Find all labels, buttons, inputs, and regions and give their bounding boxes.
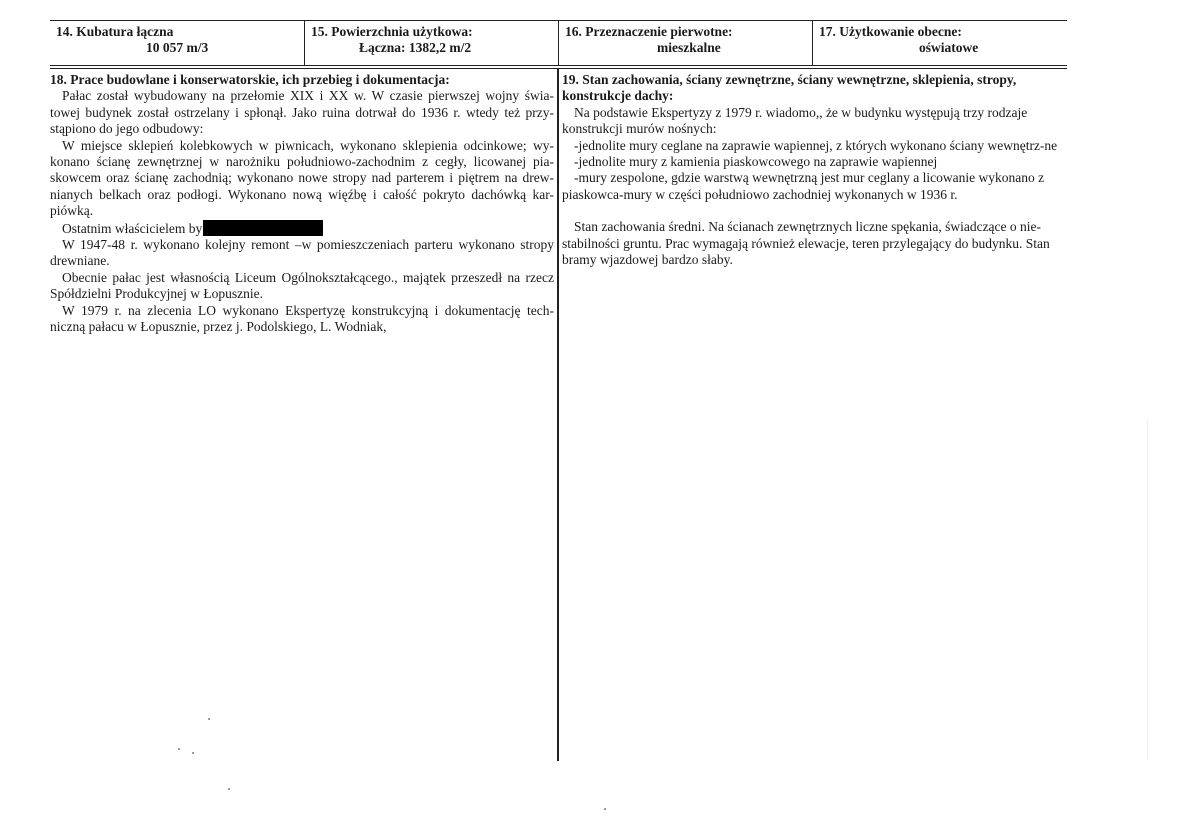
przeznaczenie-value: mieszkalne: [657, 40, 721, 55]
scan-speck: [208, 718, 210, 720]
redaction-block: [203, 220, 323, 236]
section-18-p2: W miejsce sklepień kolebkowych w piwnicach, wykonano sklepienia odcinkowe; wy-konano ścianę zewnętrznej w narożniku południowo-zachodnim z cegły, licowanej pia-skowcem oraz ścianę zachodnią; wykonano nowe stropy nad parterem i piętrem na drew-nianych belkach oraz podłogi. Wykonano nową więźbę i całość pokryto dachówką kar-piówką.: [50, 137, 554, 219]
scan-edge-shadow: [1147, 420, 1148, 760]
section-19: [562, 72, 1062, 268]
scan-speck: [192, 752, 194, 754]
powierzchnia-label: 15. Powierzchnia użytkowa:: [311, 24, 473, 39]
section-19-p5: Stan zachowania średni. Na ścianach zewnętrznych liczne spękania, świadczące o nie-stabilności gruntu. Prac wymagają również elewacje, teren przylegający do budynku. Stan bramy wjazdowej bardzo słaby.: [562, 219, 1050, 268]
cell-przeznaczenie: [558, 21, 812, 65]
cell-kubatura: [50, 21, 304, 65]
details-section: [50, 68, 1067, 761]
summary-row: [50, 20, 1067, 66]
cell-powierzchnia: [304, 21, 558, 65]
paragraph-gap: [562, 203, 1062, 219]
section-18-p6: W 1979 r. na zlecenia LO wykonano Ekspertyzę konstrukcyjną i dokumentację tech-niczną pałacu w Łopusznie, przez j. Podolskiego, L. Wodniak,: [50, 302, 554, 335]
section-18-p1: Pałac został wybudowany na przełomie XIX i XX w. W czasie pierwszej wojny świa-towej budynek został ostrzelany i spłonął. Jako ruina dotrwał do 1936 r. wtedy też przy-stąpiono do jego odbudowy:: [50, 88, 554, 137]
section-19-p2: -jednolite mury ceglane na zaprawie wapiennej, z których wykonano ściany wewnętrz-ne: [574, 137, 1058, 153]
przeznaczenie-label: 16. Przeznaczenie pierwotne:: [565, 24, 733, 39]
section-18-p3: [50, 220, 554, 237]
section-18-heading: 18. Prace budowlane i konserwatorskie, ich przebieg i dokumentacja:: [50, 72, 450, 87]
section-19-p3: -jednolite mury z kamienia piaskowcowego na zaprawie wapiennej: [574, 154, 938, 170]
uzytkowanie-value: oświatowe: [919, 40, 979, 55]
powierzchnia-value: Łączna: 1382,2 m/2: [359, 40, 472, 55]
kubatura-value: 10 057 m/3: [146, 40, 209, 55]
section-19-p4: -mury zespolone, gdzie warstwą wewnętrzną jest mur ceglany a licowanie wykonano z piaskowca-mury w części południowo zachodniej wykonanych w 1936 r.: [562, 170, 1045, 202]
uzytkowanie-label: 17. Użytkowanie obecne:: [819, 24, 962, 39]
section-18: [50, 72, 554, 336]
section-19-p1: Na podstawie Ekspertyzy z 1979 r. wiadomo,, że w budynku występują trzy rodzaje konstrukcji murów nośnych:: [562, 104, 1028, 137]
scan-speck: [604, 808, 606, 810]
section-18-p3-text: Ostatnim właścicielem by: [62, 220, 203, 236]
section-19-heading: 19. Stan zachowania, ściany zewnętrzne, ściany wewnętrzne, sklepienia, stropy, konstrukcje dachy:: [562, 72, 1017, 104]
section-18-p5: Obecnie pałac jest własnością Liceum Ogólnokształcącego., majątek przeszedł na rzecz Spółdzielni Produkcyjnej w Łopusznie.: [50, 269, 554, 302]
section-18-p4: W 1947-48 r. wykonano kolejny remont –w pomieszczeniach parteru wykonano stropy drewniane.: [50, 237, 554, 269]
cell-uzytkowanie: [812, 21, 1067, 65]
column-divider: [557, 69, 559, 761]
kubatura-label: 14. Kubatura łączna: [56, 24, 174, 39]
scan-speck: [178, 748, 180, 750]
scan-speck: [228, 788, 230, 790]
